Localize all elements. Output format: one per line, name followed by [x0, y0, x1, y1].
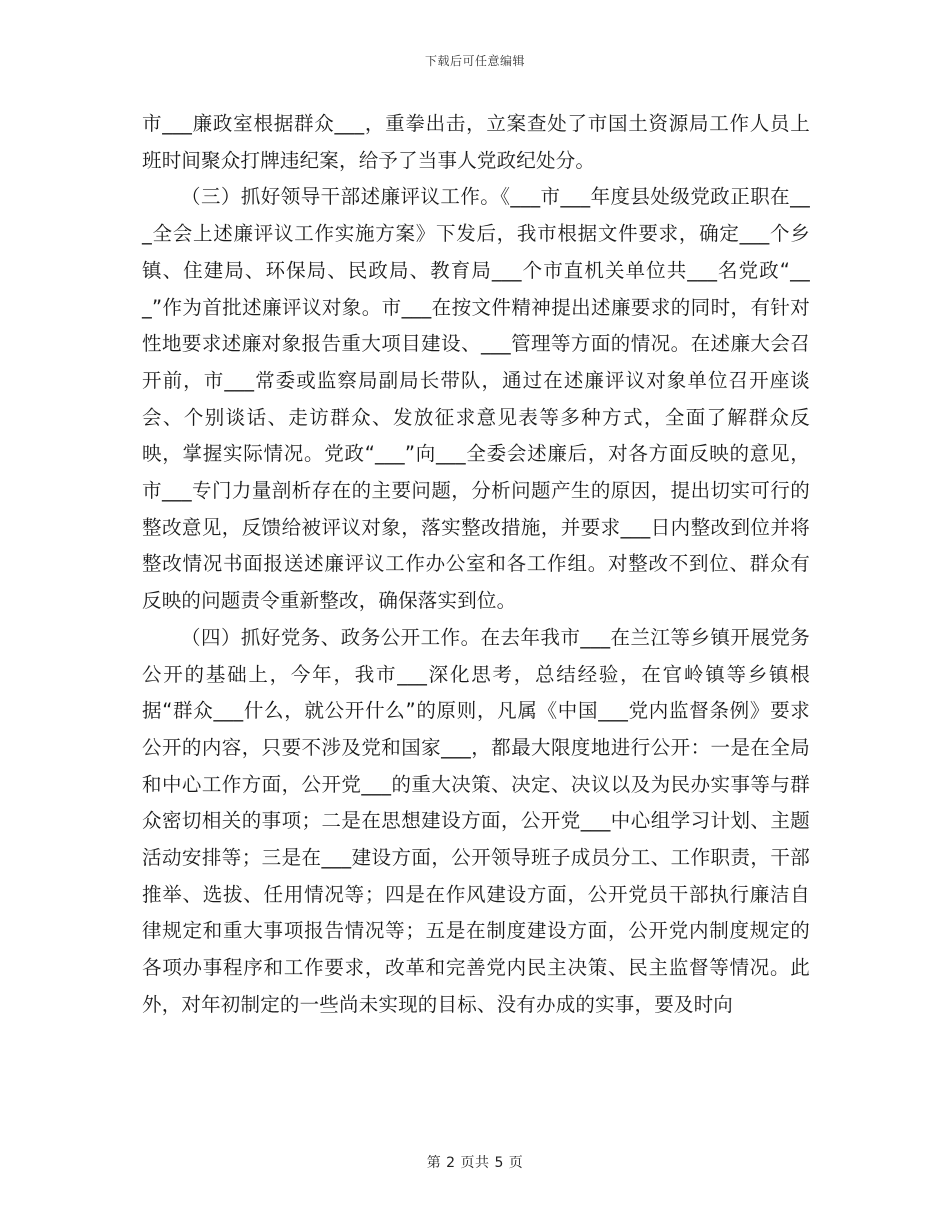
page-number-footer: 第 2 页共 5 页 [426, 1155, 524, 1171]
document-body [142, 106, 810, 1024]
paragraph-continuation: 市___廉政室根据群众___，重拳出击，立案查处了市国土资源局工作人员上班时间聚众打牌违纪案，给予了当事人党政纪处分。 [142, 112, 810, 172]
paragraph-section-3: （三）抓好领导干部述廉评议工作。《___市___年度县处级党政正职在___全会上述廉评议工作实施方案》下发后，我市根据文件要求，确定___个乡镇、住建局、环保局、民政局、教育局___个市直机关单位共___名党政“___”作为首批述廉评议对象。市___在按文件精神提出述廉要求的同时，有针对性地要求述廉对象报告重大项目建设、___管理等方面的情况。在述廉大会召开前，市___常委或监察局副局长带队，通过在述廉评议对象单位召开座谈会、个别谈话、走访群众、发放征求意见表等多种方式，全面了解群众反映，掌握实际情况。党政“___”向___全委会述廉后，对各方面反映的意见，市___专门力量剖析存在的主要问题，分析问题产生的原因，提出切实可行的整改意见，反馈给被评议对象，落实整改措施，并要求___日内整改到位并将整改情况书面报送述廉评议工作办公室和各工作组。对整改不到位、群众有反映的问题责令重新整改，确保落实到位。 [142, 185, 810, 613]
page-header: 下载后可任意编辑 [424, 54, 525, 68]
paragraph-section-4: （四）抓好党务、政务公开工作。在去年我市___在兰江等乡镇开展党务公开的基础上，今年，我市___深化思考，总结经验，在官岭镇等乡镇根据“群众___什么，就公开什么”的原则，凡属《中国___党内监督条例》要求公开的内容，只要不涉及党和国家___，都最大限度地进行公开：一是在全局和中心工作方面，公开党___的重大决策、决定、决议以及为民办实事等与群众密切相关的事项；二是在思想建设方面，公开党___中心组学习计划、主题活动安排等；三是在___建设方面，公开领导班子成员分工、工作职责，干部推举、选拔、任用情况等；四是在作风建设方面，公开党员干部执行廉洁自律规定和重大事项报告情况等；五是在制度建设方面，公开党内制度规定的各项办事程序和工作要求，改革和完善党内民主决策、民主监督等情况。此外，对年初制定的一些尚未实现的目标、没有办成的实事，要及时向 [142, 625, 810, 1016]
